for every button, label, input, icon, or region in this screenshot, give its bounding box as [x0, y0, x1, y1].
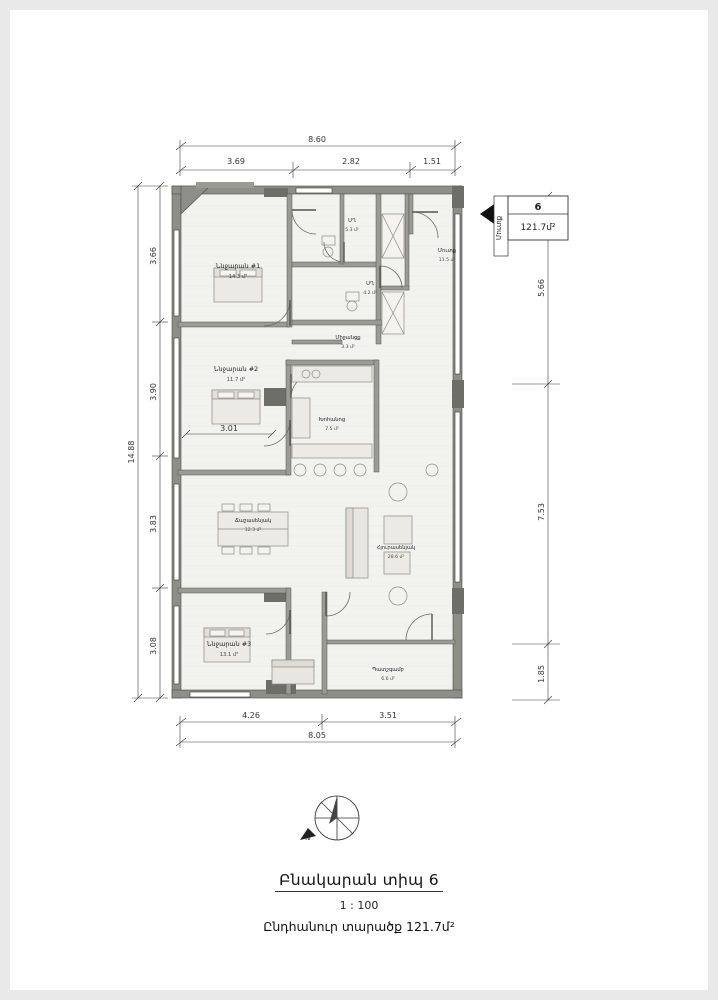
dim-top-seg-3: 1.51 — [423, 157, 441, 166]
room-label-living: Հյուրասենյակ — [376, 545, 416, 551]
room-area-living: 28.6 մ² — [387, 555, 405, 560]
entrance-marker — [480, 196, 508, 256]
dim-left-seg-4: 3.08 — [149, 637, 158, 655]
dim-top-seg-1: 3.69 — [227, 157, 245, 166]
dim-interior-note: 3.01 — [220, 424, 238, 433]
unit-badge — [508, 196, 568, 240]
room-label-corridor: Միջանցք — [335, 335, 361, 341]
dim-right-seg-3: 1.85 — [537, 665, 546, 683]
room-area-balcony: 6.6 մ² — [381, 677, 395, 682]
room-label-kitchen: Խոհանոց — [318, 417, 346, 423]
room-area-bedroom-3: 13.1 մ² — [219, 652, 239, 658]
dim-bottom-overall: 8.05 — [308, 731, 326, 740]
room-label-bedroom-1: Ննջարան #1 — [215, 262, 261, 270]
scale-label: 1 : 100 — [339, 899, 379, 912]
total-area-label: Ընդհանուր տարածք 121.7մ² — [263, 919, 455, 934]
room-label-balcony: Պատշգամբ — [372, 667, 404, 673]
page-title: Բնակարան տիպ 6 — [275, 871, 443, 892]
dim-bottom-seg-1: 4.26 — [242, 711, 260, 720]
room-area-bedroom-1: 14.3 մ² — [228, 274, 248, 280]
compass-rose — [300, 796, 359, 842]
room-label-bedroom-2: Ննջարան #2 — [213, 365, 259, 373]
dim-right-seg-2: 7.53 — [537, 503, 546, 521]
dim-bottom-seg-2: 3.51 — [379, 711, 397, 720]
room-label-bedroom-3: Ննջարան #3 — [206, 640, 252, 648]
room-label-wc-1: ՍՂ — [348, 218, 356, 224]
dim-right-seg-1: 5.66 — [537, 279, 546, 297]
dim-left-seg-2: 3.90 — [149, 383, 158, 401]
unit-badge-area: 121.7մ² — [520, 223, 556, 233]
room-label-dining: Ճաշասենյակ — [234, 518, 272, 524]
room-area-corridor: 3.3 մ² — [341, 345, 355, 350]
compass-north-label: N — [305, 834, 311, 842]
entrance-tag-label: Մուտք — [495, 215, 503, 241]
room-area-kitchen: 7.5 մ² — [325, 427, 339, 432]
dim-top-seg-2: 2.82 — [342, 157, 360, 166]
dim-left-seg-1: 3.66 — [149, 247, 158, 265]
room-area-wc-2: 4.2 մ² — [363, 291, 377, 296]
dim-left-overall: 14.88 — [127, 440, 136, 464]
title-block — [0, 870, 718, 934]
room-area-entrance: 11.5 մ² — [438, 258, 456, 263]
room-label-entrance: Մուտք — [438, 248, 456, 254]
room-area-wc-1: 5.3 մ² — [345, 228, 359, 233]
unit-badge-number: 6 — [534, 202, 542, 213]
dim-left-seg-3: 3.83 — [149, 515, 158, 533]
room-label-wc-2: ՍՂ — [366, 281, 374, 287]
room-area-dining: 12.3 մ² — [244, 528, 262, 533]
room-area-bedroom-2: 11.7 մ² — [226, 377, 246, 383]
dim-top-overall: 8.60 — [308, 135, 326, 144]
